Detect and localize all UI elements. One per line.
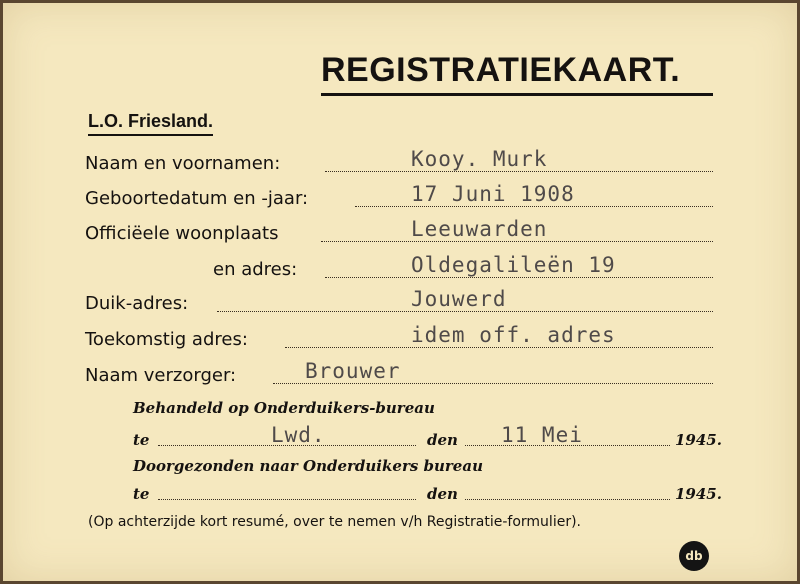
registration-card — [3, 3, 797, 581]
field-verzorger-value: Brouwer — [305, 359, 401, 383]
title-underline — [321, 93, 713, 96]
behandeld-den-label: den — [427, 431, 458, 449]
behandeld-den-value: 11 Mei — [501, 423, 583, 447]
field-geboorte-label: Geboortedatum en -jaar: — [85, 188, 309, 209]
field-naam — [3, 147, 797, 179]
organization-label: L.O. Friesland. — [88, 111, 213, 136]
field-naam-value: Kooy. Murk — [411, 147, 548, 171]
field-naam-label: Naam en voornamen: — [85, 153, 281, 174]
behandeld-heading: Behandeld op Onderduikers-bureau — [133, 399, 435, 417]
field-woonplaats-label: Officiëele woonplaats — [85, 223, 279, 244]
behandeld-te-value: Lwd. — [271, 423, 326, 447]
doorgezonden-heading: Doorgezonden naar Onderduikers bureau — [133, 457, 483, 475]
doorgezonden-te-label: te — [133, 485, 150, 503]
field-duik-value: Jouwerd — [411, 287, 507, 311]
field-verzorger — [3, 359, 797, 391]
field-woonplaats-value: Leeuwarden — [411, 217, 548, 241]
field-adres-label: en adres: — [213, 259, 298, 280]
footer-note: (Op achterzijde kort resumé, over te nemen v/h Registratie-formulier). — [88, 514, 581, 530]
doorgezonden-den-label: den — [427, 485, 458, 503]
field-duik — [3, 287, 797, 319]
field-toekomstig-label: Toekomstig adres: — [85, 329, 248, 350]
field-adres — [3, 253, 797, 285]
behandeld-year: 1945. — [675, 431, 722, 449]
archive-logo: db — [679, 541, 709, 571]
doorgezonden-year: 1945. — [675, 485, 722, 503]
field-geboorte-value: 17 Juni 1908 — [411, 182, 575, 206]
doorgezonden-te-line — [158, 481, 416, 500]
behandeld-te-label: te — [133, 431, 150, 449]
field-toekomstig-value: idem off. adres — [411, 323, 616, 347]
field-adres-value: Oldegalileën 19 — [411, 253, 616, 277]
field-toekomstig — [3, 323, 797, 355]
field-duik-label: Duik-adres: — [85, 293, 189, 314]
field-woonplaats — [3, 217, 797, 249]
card-title: REGISTRATIEKAART. — [321, 51, 681, 89]
doorgezonden-den-line — [465, 481, 670, 500]
field-geboorte — [3, 182, 797, 214]
field-verzorger-label: Naam verzorger: — [85, 365, 237, 386]
